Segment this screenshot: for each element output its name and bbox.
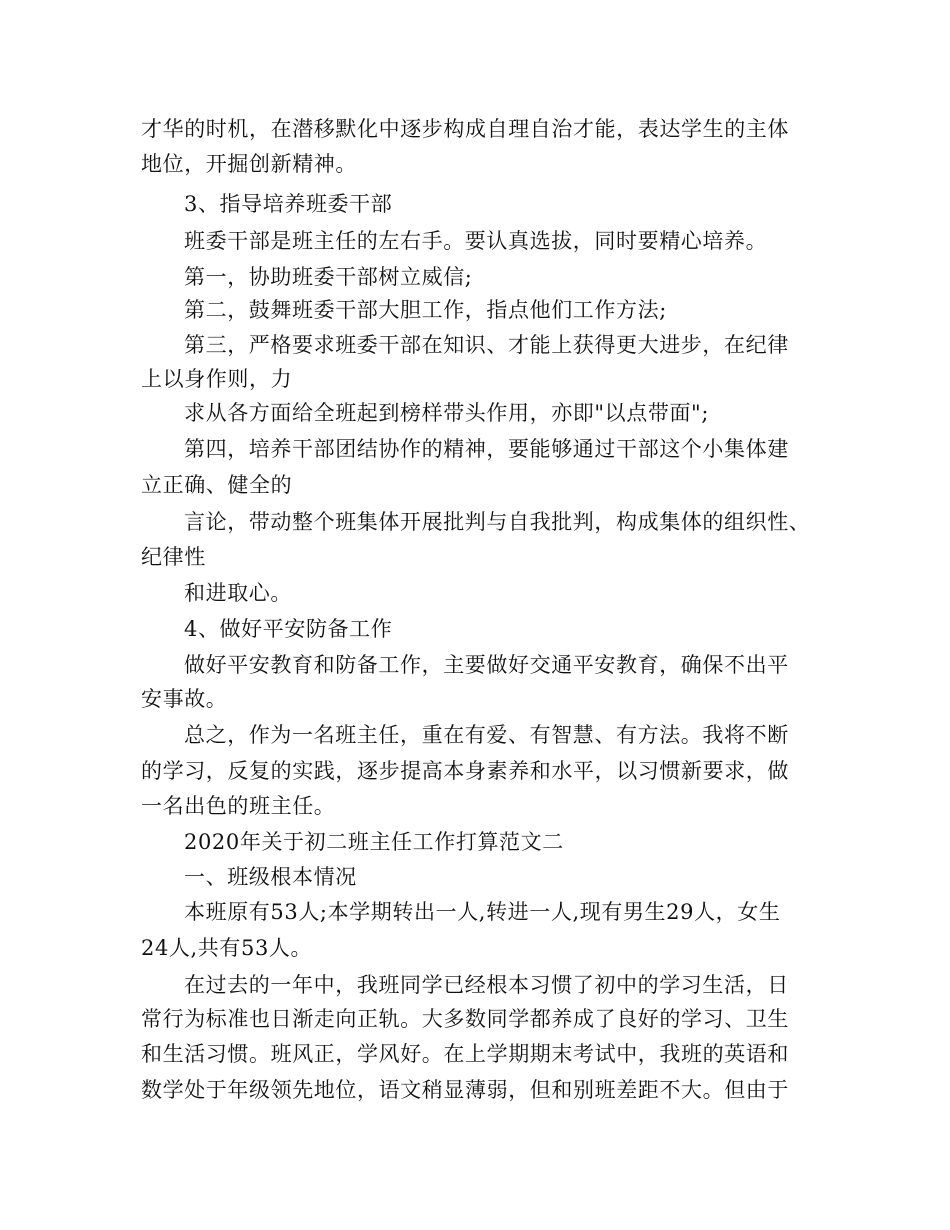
text-line: 才华的时机，在潜移默化中逐步构成自理自治才能，表达学生的主体 — [141, 117, 789, 141]
text-line: 常行为标准也日渐走向正轨。大多数同学都养成了良好的学习、卫生 — [141, 1007, 789, 1031]
text-line: 和进取心。 — [184, 581, 292, 605]
text-line: 求从各方面给全班起到榜样带头作用，亦即"以点带面"; — [184, 401, 709, 425]
text-line: 本班原有53人;本学期转出一人,转进一人,现有男生29人，女生 — [184, 900, 781, 924]
text-line: 第二，鼓舞班委干部大胆工作，指点他们工作方法; — [184, 298, 667, 322]
text-line: 上以身作则，力 — [141, 367, 293, 391]
text-line: 总之，作为一名班主任，重在有爱、有智慧、有方法。我将不断 — [184, 723, 789, 747]
text-line: 班委干部是班主任的左右手。要认真选拔，同时要精心培养。 — [184, 229, 768, 253]
text-line: 的学习，反复的实践，逐步提高本身素养和水平，以习惯新要求，做 — [141, 759, 789, 783]
text-line: 在过去的一年中，我班同学已经根本习惯了初中的学习生活，日 — [184, 973, 789, 997]
text-line: 第一，协助班委干部树立威信; — [184, 265, 473, 289]
text-line: 纪律性 — [141, 545, 206, 569]
section-heading: 4、做好平安防备工作 — [184, 617, 393, 641]
text-line: 和生活习惯。班风正，学风好。在上学期期末考试中，我班的英语和 — [141, 1042, 789, 1066]
document-subtitle: 2020年关于初二班主任工作打算范文二 — [184, 830, 564, 854]
text-line: 24人,共有53人。 — [141, 936, 313, 960]
text-line: 第四，培养干部团结协作的精神，要能够通过干部这个小集体建 — [184, 437, 789, 461]
text-line: 做好平安教育和防备工作，主要做好交通平安教育，确保不出平 — [184, 653, 789, 677]
text-line: 地位，开掘创新精神。 — [141, 152, 357, 176]
section-heading: 一、班级根本情况 — [184, 865, 357, 889]
text-line: 一名出色的班主任。 — [141, 794, 336, 818]
text-line: 数学处于年级领先地位，语文稍显薄弱，但和别班差距不大。但由于 — [141, 1078, 789, 1102]
text-line: 第三，严格要求班委干部在知识、才能上获得更大进步，在纪律 — [184, 333, 789, 357]
text-line: 言论，带动整个班集体开展批判与自我批判，构成集体的组织性、 — [184, 510, 811, 534]
section-heading: 3、指导培养班委干部 — [184, 192, 393, 216]
text-line: 安事故。 — [141, 687, 228, 711]
text-line: 立正确、健全的 — [141, 473, 293, 497]
